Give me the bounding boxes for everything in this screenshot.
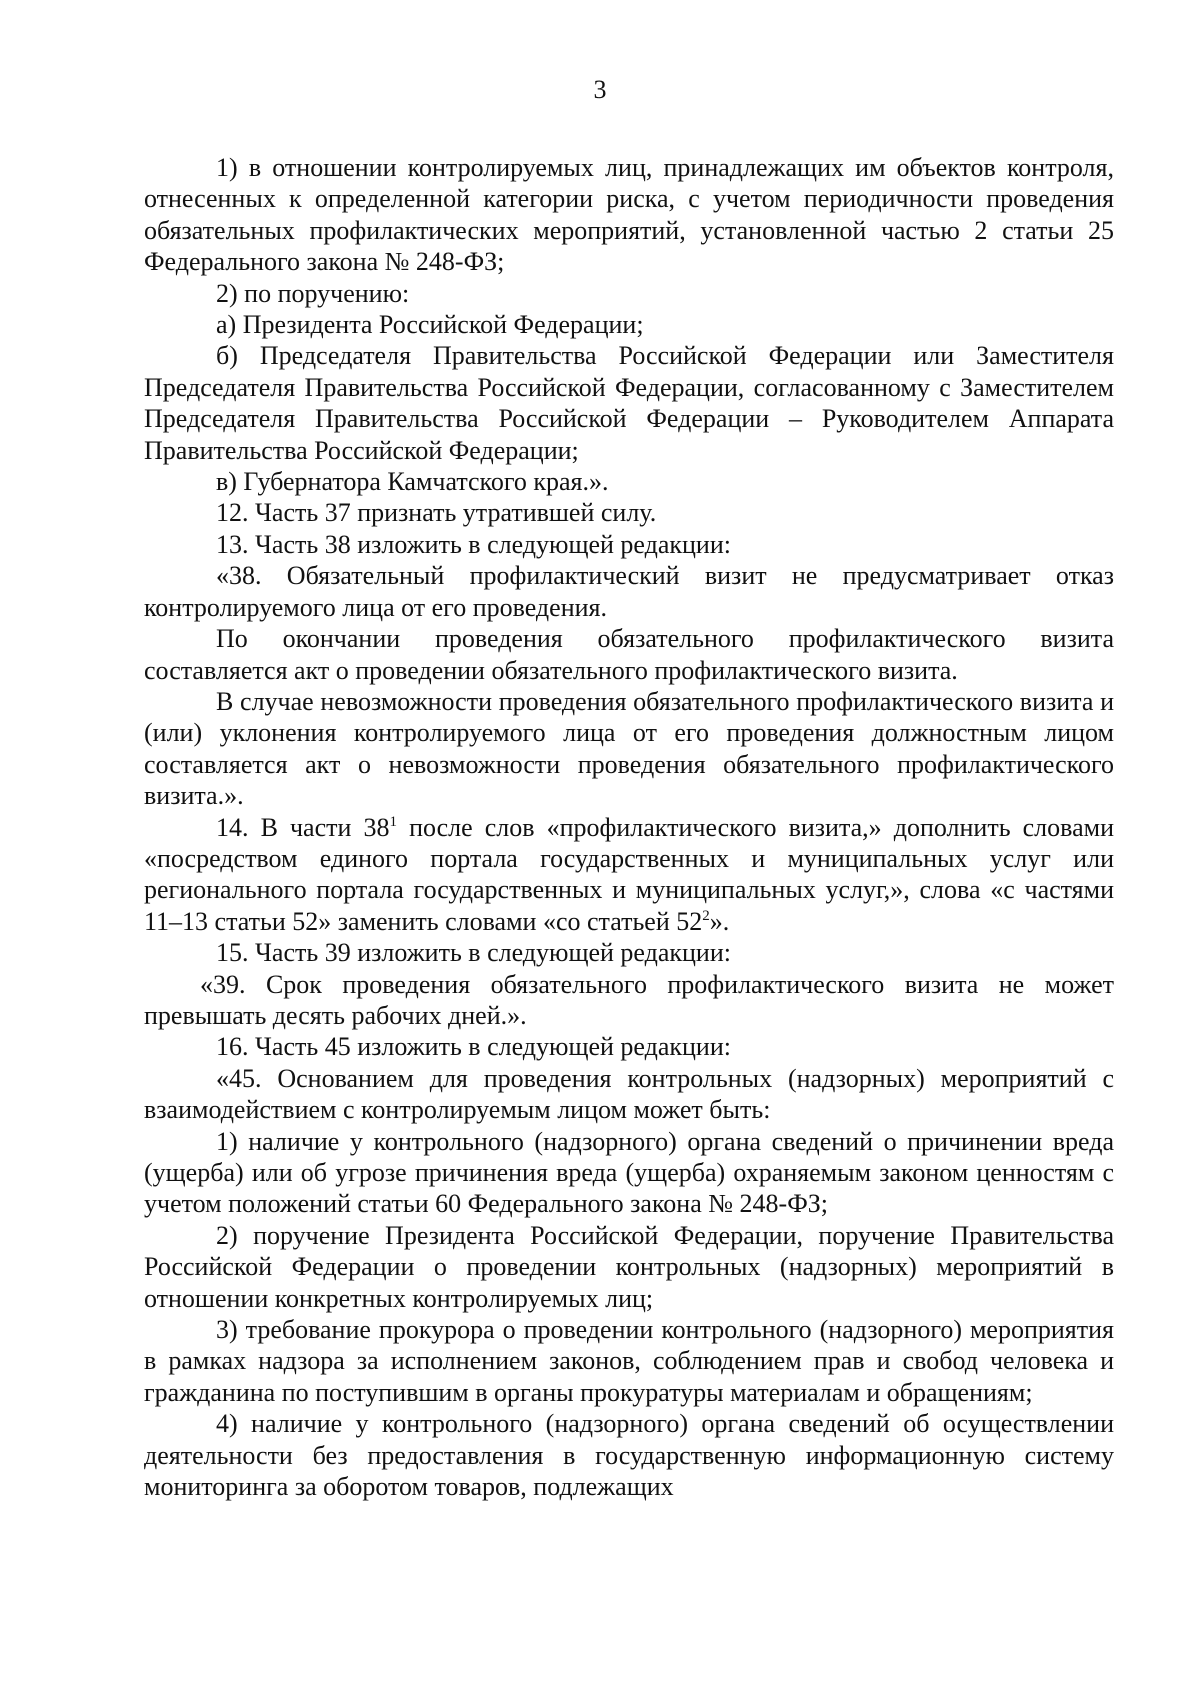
paragraph-14-part-b: после слов «профилактического визита,» дополнить словами «посредством единого портала государственных и муниципальных услуг или регионального портала государственных и муниципальных услуг,», слова «с частями 11–13 статьи 52» заменить словами «со статьей 52 <box>144 812 1114 936</box>
paragraph-item-v: в) Губернатора Камчатского края.». <box>216 467 609 497</box>
paragraph-item-1: 1) в отношении контролируемых лиц, принадлежащих им объектов контроля, отнесенных к определенной категории риска, с учетом периодичности проведения обязательных профилактических мероприятий, установленной частью 2 статьи 25 Федерального закона № 248-ФЗ; <box>144 153 1114 277</box>
paragraph-38: «38. Обязательный профилактический визит не предусматривает отказ контролируемого лица от его проведения. <box>144 561 1114 622</box>
paragraph-39: «39. Срок проведения обязательного профилактического визита не может превышать десять рабочих дней.». <box>144 969 1114 1030</box>
superscript-2: 2 <box>702 907 710 924</box>
paragraph-45: «45. Основанием для проведения контрольных (надзорных) мероприятий с взаимодействием с контролируемым лицом может быть: <box>144 1063 1114 1125</box>
paragraph-item-2: 2) по поручению: <box>216 278 410 308</box>
paragraph-14-part-c: ». <box>709 906 730 936</box>
paragraph-12: 12. Часть 37 признать утратившей силу. <box>216 498 657 528</box>
paragraph-basis-3: 3) требование прокурора о проведении контрольного (надзорного) мероприятия в рамках надзора за исполнением законов, соблюдением прав и свобод человека и гражданина по поступившим в органы прокуратуры материалам и обращениям; <box>144 1315 1114 1407</box>
paragraph-item-b: б) Председателя Правительства Российской Федерации или Заместителя Председателя Правительства Российской Федерации, согласованному с Заместителем Председателя Правительства Российской Федерации – Руководителем Аппарата Правительства Российской Федерации; <box>144 341 1114 465</box>
paragraph-15: 15. Часть 39 изложить в следующей редакции: <box>216 938 731 968</box>
paragraph-13: 13. Часть 38 изложить в следующей редакции: <box>216 529 731 559</box>
paragraph-14 <box>144 812 1114 938</box>
paragraph-impossibility: В случае невозможности проведения обязательного профилактического визита и (или) уклонения контролируемого лица от его проведения должностным лицом составляется акт о невозможности проведения обязательного профилактического визита.». <box>144 686 1114 811</box>
paragraph-16: 16. Часть 45 изложить в следующей редакции: <box>216 1032 731 1062</box>
paragraph-act: По окончании проведения обязательного профилактического визита составляется акт о проведении обязательного профилактического визита. <box>144 624 1114 685</box>
document-body <box>144 152 1114 1502</box>
paragraph-14-part-a: 14. В части 38 <box>216 812 390 842</box>
paragraph-basis-1: 1) наличие у контрольного (надзорного) органа сведений о причинении вреда (ущерба) или об угрозе причинения вреда (ущерба) охраняемым законом ценностям с учетом положений статьи 60 Федерального закона № 248-ФЗ; <box>144 1126 1114 1219</box>
superscript-1: 1 <box>389 813 397 830</box>
page-number: 3 <box>593 75 607 104</box>
paragraph-basis-4: 4) наличие у контрольного (надзорного) органа сведений об осуществлении деятельности без предоставления в государственную информационную систему мониторинга за оборотом товаров, подлежащих <box>144 1409 1114 1502</box>
paragraph-item-a: а) Президента Российской Федерации; <box>216 310 644 340</box>
paragraph-basis-2: 2) поручение Президента Российской Федерации, поручение Правительства Российской Федерации о проведении контрольных (надзорных) мероприятий в отношении конкретных контролируемых лиц; <box>144 1220 1114 1313</box>
